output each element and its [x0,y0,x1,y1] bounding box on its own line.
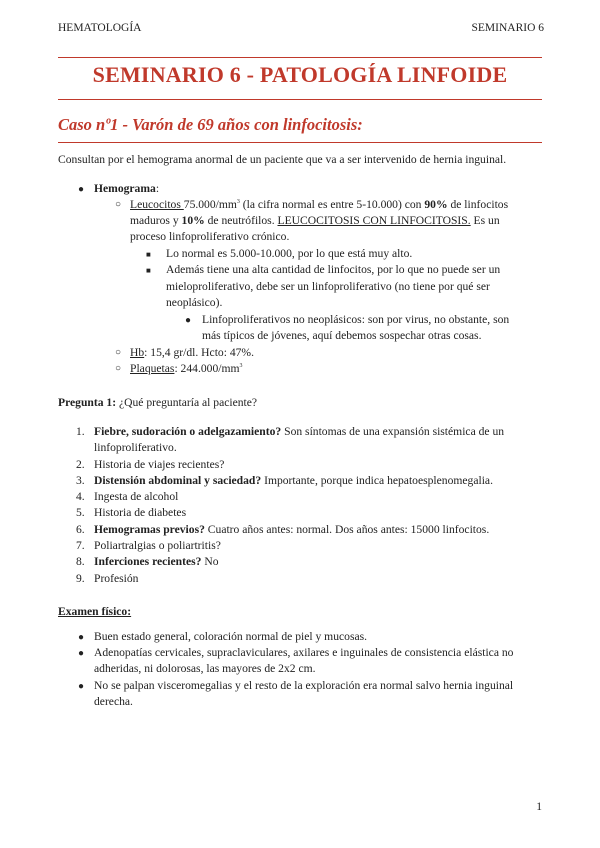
question-item: Ingesta de alcohol [94,490,179,503]
case-title: Caso nº1 - Varón de 69 años con linfocitosis: [58,115,363,134]
square-bullet-icon: ■ [146,250,151,259]
exam-item-2-l2: adheridas, ni dolorosas, las mayores de 2x2 cm. [94,662,316,675]
question-number: 8. [76,555,85,568]
case-rule [58,142,542,143]
question-heading: Pregunta 1: ¿Qué preguntaría al paciente? [58,396,258,409]
exam-heading: Examen físico: [58,605,132,618]
leucocitos-line2: maduros y 10% de neutrófilos. LEUCOCITOSIS CON LINFOCITOSIS. Es un [130,214,500,227]
hb-item: Hb: 15,4 gr/dl. Hcto: 47%. [130,346,254,359]
question-number: 7. [76,539,85,552]
sub-sub-item-l1: Linfoproliferativos no neoplásicos: son por virus, no obstante, son [202,313,510,326]
page-number: 1 [536,800,542,813]
question-number: 3. [76,474,85,487]
question-number: 4. [76,490,85,503]
question-number: 6. [76,523,85,536]
leucocitos-item: Leucocitos $75.000/mm^3$ (la cifra normal es entre 5-10.000) con 90% de linfocitos [130,198,509,211]
question-item: Inferciones recientes? No [94,555,219,568]
bullet-icon: ● [78,632,85,643]
square-bullet-icon: ■ [146,266,151,275]
hemograma-label: Hemograma [94,182,156,195]
question-item: Poliartralgias o poliartritis? [94,539,221,552]
sub-item-linfo-l3: neoplásico). [166,296,223,309]
bullet-icon: ● [185,315,192,326]
exam-item-3-l2: derecha. [94,695,133,708]
question-item: Hemogramas previos? Cuatro años antes: normal. Dos años antes: 15000 linfocitos. [94,523,490,536]
exam-item-2-l1: Adenopatías cervicales, supraclaviculares, axilares e inguinales de consistencia elástica no [94,646,514,659]
sub-item-normal: Lo normal es 5.000-10.000, por lo que está muy alto. [166,247,413,260]
circle-bullet-icon: ○ [115,347,122,358]
question-number: 2. [76,458,85,471]
intro-paragraph: Consultan por el hemograma anormal de un paciente que va a ser intervenido de hernia inguinal. [58,153,507,166]
exam-item-3-l1: No se palpan visceromegalias y el resto de la exploración era normal salvo hernia inguinal [94,679,514,692]
header-subject: HEMATOLOGÍA [58,22,142,34]
question-item: Distensión abdominal y saciedad? Importante, porque indica hepatoesplenomegalia. [94,474,493,487]
bullet-icon: ● [78,681,85,692]
leucocitos-line3: proceso linfoproliferativo crónico. [130,230,290,243]
exam-item-1: Buen estado general, coloración normal de piel y mucosas. [94,630,368,643]
question-item: Historia de viajes recientes? [94,458,225,471]
sub-sub-item-l2: más típicos de jóvenes, aquí debemos sospechar otras cosas. [202,329,482,342]
question-item: Historia de diabetes [94,506,187,519]
question-number: 5. [76,506,85,519]
question-number: 9. [76,572,85,585]
circle-bullet-icon: ○ [115,363,122,374]
sub-item-linfo-l1: Además tiene una alta cantidad de linfocitos, por lo que no puede ser un [166,263,501,276]
question-item: Fiebre, sudoración o adelgazamiento? Son síntomas de una expansión sistémica de un [94,425,505,438]
plaquetas-item: Plaquetas: $244.000/mm^3$ [130,362,243,375]
page-title: SEMINARIO 6 - PATOLOGÍA LINFOIDE [92,62,508,87]
question-number: 1. [76,425,85,438]
title-rule-top [58,57,542,58]
question-item: Profesión [94,572,139,585]
question-item-continuation: linfoproliferativo. [94,441,177,454]
hemograma-item: Hemograma: [94,182,160,195]
circle-bullet-icon: ○ [115,199,122,210]
leucocitosis-highlight: LEUCOCITOSIS CON LINFOCITOSIS. [277,214,471,227]
bullet-icon: ● [78,184,85,195]
bullet-icon: ● [78,648,85,659]
header-seminar: SEMINARIO 6 [471,22,544,34]
sub-item-linfo-l2: mieloproliferativo, debe ser un linfoproliferativo (no tiene por qué ser [166,280,490,293]
title-rule-bottom [58,99,542,100]
